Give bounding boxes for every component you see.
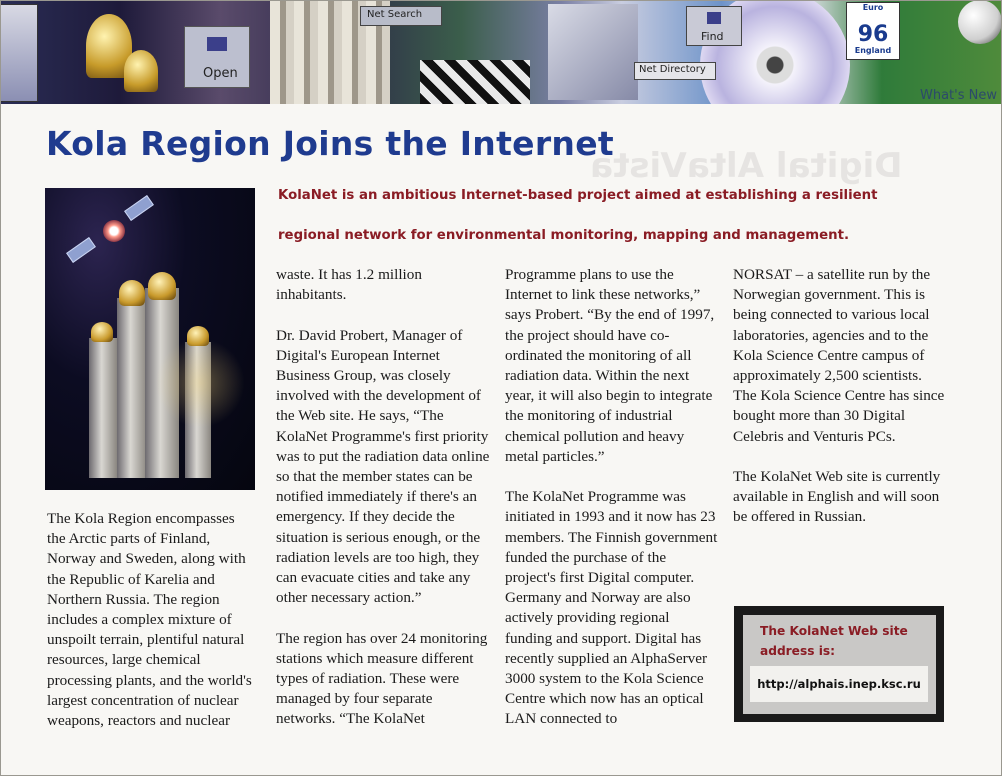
find-label: Find — [701, 30, 724, 43]
net-directory-label: Net Directory — [639, 64, 706, 75]
callout-url[interactable]: http://alphais.inep.ksc.ru — [750, 666, 928, 702]
kola-cathedral-satellite-photo — [45, 188, 255, 490]
satellite-panel-left — [66, 237, 96, 263]
paragraph: Dr. David Probert, Manager of Digital's European Internet Business Group, was closely involved with the development of the Web site. He says, “The KolaNet Programme's first priority was to put the radiation data online so that the member states can be notified immediately if there's an emergency. If they decide the situation is serious enough, or the radiation levels are too high, they can evacuate cities and take any other necessary action.” — [276, 326, 490, 607]
web-address-callout — [734, 606, 944, 722]
folder-icon — [207, 37, 227, 51]
paragraph: The region has over 24 monitoring stations which measure different types of radiation. These were managed by four separate networks. “The KolaNet — [276, 629, 488, 728]
find-icon-button — [686, 6, 742, 46]
euro-badge-number: 96 — [857, 22, 889, 47]
paragraph: waste. It has 1.2 million inhabitants. — [276, 266, 422, 304]
whats-new-label: What's New — [920, 88, 997, 103]
paragraph: NORSAT – a satellite run by the Norwegian government. This is being connected to various local laboratories, agencies and to the Kola Science Centre campus of approximately 2,500 scientists. The Kola Science Centre has since bought more than 30 Digital Celebris and Venturis PCs. — [733, 266, 945, 445]
euro96-badge — [846, 2, 900, 60]
bleed-through-text: Digital AltaVista — [590, 146, 903, 186]
net-directory-button-graphic — [634, 62, 716, 80]
dome — [91, 322, 113, 342]
satellite-icon — [103, 220, 125, 242]
paragraph: Programme plans to use the Internet to link these networks,” says Probert. “By the end of 1997, the project should have co-ordinated the monitoring of all radiation data. Within the next year, it will also begin to integrate the monitoring of industrial chemical pollution and heavy metal particles.” — [505, 266, 715, 465]
tower — [89, 338, 117, 478]
paragraph: The Kola Region encompasses the Arctic parts of Finland, Norway and Sweden, along with the Republic of Karelia and Northern Russia. The region includes a complex mixture of unspoilt terrain, plentiful natural resources, large chemical processing plants, and the world's largest concentration of nuclear weapons, reactors and nuclear — [47, 510, 252, 730]
binoculars-icon — [707, 12, 721, 24]
paragraph: The KolaNet Web site is currently available in English and will soon be offered in Russian. — [733, 468, 941, 526]
euro-badge-bottom: England — [854, 46, 892, 55]
tower — [117, 298, 147, 478]
computer-image — [548, 4, 638, 100]
article-headline: Kola Region Joins the Internet — [46, 124, 614, 163]
body-column-3 — [505, 265, 719, 750]
header-banner-collage — [0, 0, 1002, 104]
callout-label: The KolaNet Web site address is: — [760, 624, 908, 658]
body-column-4 — [733, 265, 947, 548]
body-column-2 — [276, 265, 494, 750]
small-onion-dome-image — [124, 50, 158, 92]
euro-badge-top: Euro — [862, 3, 884, 12]
body-column-1 — [47, 509, 257, 751]
monitor-screen-image — [0, 4, 38, 102]
dome — [119, 280, 145, 306]
light-glow — [155, 338, 245, 428]
dome — [148, 272, 176, 300]
paragraph: The KolaNet Programme was initiated in 1993 and it now has 23 members. The Finnish government funded the purchase of the project's first Digital computer. Germany and Norway are also actively providing regional funding and support. Digital has recently supplied an AlphaServer 3000 system to the Kola Science Centre which now has an optical LAN connected to — [505, 488, 718, 728]
open-label: Open — [203, 66, 238, 81]
checkerboard-image — [420, 60, 530, 104]
open-icon-button — [184, 26, 250, 88]
net-search-button-graphic — [360, 6, 442, 26]
callout-inner — [743, 615, 936, 714]
net-search-label: Net Search — [367, 9, 423, 20]
satellite-panel-right — [124, 195, 154, 221]
article-deck: KolaNet is an ambitious Internet-based project aimed at establishing a resilient regional network for environmental monitoring, mapping and management. — [278, 188, 878, 243]
football-icon — [958, 0, 1002, 44]
